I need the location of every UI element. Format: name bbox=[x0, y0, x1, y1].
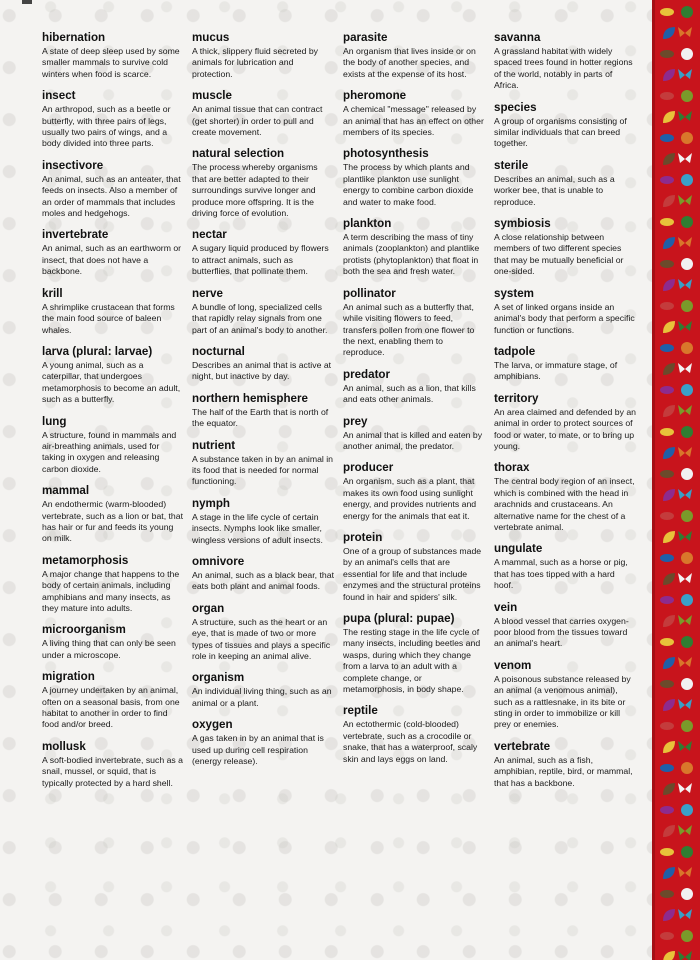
animal-icon bbox=[677, 529, 693, 545]
animal-icon bbox=[659, 46, 675, 62]
glossary-entry bbox=[42, 484, 184, 545]
glossary-entry bbox=[192, 439, 334, 488]
glossary-entry bbox=[494, 287, 636, 336]
animal-icon bbox=[677, 865, 693, 881]
glossary-term: mollusk bbox=[42, 739, 86, 753]
glossary-term: plankton bbox=[343, 217, 392, 231]
animal-icon bbox=[659, 256, 675, 272]
glossary-term: microorganism bbox=[42, 623, 126, 637]
animal-icon bbox=[677, 823, 693, 839]
animal-icon bbox=[661, 613, 677, 629]
glossary-term: photosynthesis bbox=[343, 147, 429, 161]
glossary-definition: An animal, such as an earthworm or insect, that does not have a backbone. bbox=[42, 243, 182, 277]
animal-icon bbox=[659, 88, 675, 104]
glossary-entry bbox=[494, 601, 636, 650]
glossary-entry bbox=[192, 147, 334, 219]
glossary-entry bbox=[42, 159, 184, 220]
glossary-definition: Describes an animal, such as a worker bee, that is unable to reproduce. bbox=[494, 173, 615, 207]
glossary-entry bbox=[42, 89, 184, 150]
glossary-term: migration bbox=[42, 670, 95, 684]
animal-icon bbox=[677, 25, 693, 41]
animal-icon bbox=[679, 466, 695, 482]
animal-icon bbox=[659, 466, 675, 482]
glossary bbox=[42, 31, 642, 951]
animal-icon bbox=[677, 949, 693, 960]
animal-icon bbox=[677, 361, 693, 377]
glossary-definition: The central body region of an insect, which is combined with the head in arachnids and crustaceans. An alternative name for the chest of a vertebrate animal. bbox=[494, 476, 635, 532]
glossary-entry bbox=[494, 542, 636, 591]
animal-icon bbox=[661, 403, 677, 419]
animal-icon bbox=[679, 592, 695, 608]
animal-icon bbox=[661, 865, 677, 881]
glossary-entry bbox=[494, 159, 636, 208]
glossary-entry bbox=[343, 287, 485, 359]
glossary-definition: A grassland habitat with widely spaced trees found in hotter regions of the world, notably in parts of Africa. bbox=[494, 46, 633, 91]
glossary-definition: A stage in the life cycle of certain insects. Nymphs look like smaller, wingless versions of adult insects. bbox=[192, 511, 323, 545]
glossary-term: territory bbox=[494, 391, 539, 405]
glossary-term: oxygen bbox=[192, 718, 233, 732]
animal-icon bbox=[679, 760, 695, 776]
animal-icon bbox=[661, 445, 677, 461]
glossary-definition: The larva, or immature stage, of amphibians. bbox=[494, 359, 618, 382]
glossary-entry bbox=[192, 555, 334, 593]
glossary-entry bbox=[494, 461, 636, 533]
glossary-entry bbox=[494, 392, 636, 453]
glossary-entry bbox=[343, 612, 485, 695]
animal-icon bbox=[661, 235, 677, 251]
animal-icon bbox=[659, 550, 675, 566]
glossary-definition: One of a group of substances made by an animal's cells that are essential for life and that include enzymes and the structural proteins found in hair and spiders' silk. bbox=[343, 545, 482, 602]
glossary-entry bbox=[42, 670, 184, 731]
strip-edge bbox=[652, 0, 655, 960]
glossary-definition: A substance taken in by an animal in its food that is needed for normal functioning. bbox=[192, 453, 334, 487]
animal-icon bbox=[677, 697, 693, 713]
glossary-entry bbox=[343, 461, 485, 522]
animal-icon bbox=[679, 928, 695, 944]
glossary-entry bbox=[494, 217, 636, 278]
glossary-entry bbox=[192, 228, 334, 277]
glossary-term: insectivore bbox=[42, 158, 104, 172]
animal-icon bbox=[679, 4, 695, 20]
glossary-term: predator bbox=[343, 367, 391, 381]
animal-icon bbox=[661, 361, 677, 377]
corner-mark bbox=[22, 0, 32, 4]
animal-icon bbox=[659, 718, 675, 734]
glossary-entry bbox=[343, 31, 485, 80]
animal-icon bbox=[659, 130, 675, 146]
glossary-entry bbox=[42, 345, 184, 406]
glossary-entry bbox=[494, 101, 636, 150]
glossary-term: krill bbox=[42, 286, 63, 300]
glossary-definition: A structure, found in mammals and air-breathing animals, used for taking in oxygen and releasing carbon dioxide. bbox=[42, 429, 177, 474]
glossary-term: ungulate bbox=[494, 542, 543, 556]
glossary-term: pupa (plural: pupae) bbox=[343, 612, 455, 625]
glossary-definition: A thick, slippery fluid secreted by animals for lubrication and protection. bbox=[192, 46, 319, 79]
glossary-term: producer bbox=[343, 461, 394, 475]
animal-icon bbox=[679, 676, 695, 692]
glossary-term: system bbox=[494, 286, 534, 300]
glossary-entry bbox=[42, 228, 184, 277]
glossary-term: savanna bbox=[494, 31, 541, 44]
animal-icon bbox=[661, 739, 677, 755]
glossary-definition: An organism that lives inside or on the body of another species, and exists at the expense of its host. bbox=[343, 46, 476, 79]
glossary-term: metamorphosis bbox=[42, 553, 129, 567]
glossary-definition: A poisonous substance released by an animal (a venomous animal), such as a rattlesnake, in its bite or sting in order to immobilize or kill prey or enemies. bbox=[494, 673, 631, 730]
animal-icon bbox=[659, 172, 675, 188]
animal-icon bbox=[661, 25, 677, 41]
animal-icon bbox=[661, 697, 677, 713]
animal-icon bbox=[679, 46, 695, 62]
glossary-term: protein bbox=[343, 530, 383, 544]
glossary-definition: A close relationship between members of two different species that may be mutually beneficial or one-sided. bbox=[494, 232, 624, 277]
animal-icon bbox=[661, 823, 677, 839]
glossary-definition: An area claimed and defended by an animal in order to protect sources of food or water, to mate, or to bring up young. bbox=[494, 406, 636, 451]
glossary-entry bbox=[42, 287, 184, 336]
glossary-term: symbiosis bbox=[494, 217, 551, 231]
glossary-definition: A blood vessel that carries oxygen-poor blood from the tissues toward an animal's heart. bbox=[494, 615, 629, 649]
glossary-definition: A young animal, such as a caterpillar, that undergoes metamorphosis to become an adult, such as a butterfly. bbox=[42, 359, 181, 405]
animal-icon bbox=[679, 382, 695, 398]
glossary-definition: Describes an animal that is active at night, but inactive by day. bbox=[192, 359, 332, 382]
glossary-definition: A gas taken in by an animal that is used up during cell respiration (energy release). bbox=[192, 733, 324, 767]
glossary-definition: A mammal, such as a horse or pig, that has toes tipped with a hard hoof. bbox=[494, 557, 628, 591]
animal-icon bbox=[661, 907, 677, 923]
glossary-column-2 bbox=[192, 31, 334, 776]
glossary-definition: A chemical "message" released by an animal that has an effect on other members of its species. bbox=[343, 104, 484, 138]
glossary-definition: An animal, such as a black bear, that eats both plant and animal foods. bbox=[192, 569, 334, 592]
animal-icon bbox=[679, 844, 695, 860]
glossary-term: natural selection bbox=[192, 147, 285, 161]
glossary-term: nectar bbox=[192, 228, 227, 242]
animal-icon bbox=[659, 844, 675, 860]
glossary-entry bbox=[494, 31, 636, 92]
glossary-definition: An endothermic (warm-blooded) vertebrate, such as a lion or bat, that has hair or fur and feeds its young on milk. bbox=[42, 499, 184, 544]
glossary-term: lung bbox=[42, 414, 67, 428]
glossary-entry bbox=[343, 415, 485, 453]
animal-icon bbox=[661, 109, 677, 125]
animal-icon bbox=[661, 529, 677, 545]
animal-icon bbox=[661, 193, 677, 209]
glossary-definition: An ectothermic (cold-blooded) vertebrate, such as a crocodile or snake, that has a waterproof, scaly skin and lays eggs on land. bbox=[343, 719, 478, 764]
glossary-term: species bbox=[494, 100, 537, 114]
glossary-definition: An animal, such as a lion, that kills and eats other animals. bbox=[343, 382, 476, 405]
animal-icon bbox=[677, 613, 693, 629]
glossary-entry bbox=[192, 602, 334, 663]
glossary-definition: An animal such as a butterfly that, while visiting flowers to feed, transfers pollen from one flower to the next, enabling them to reproduce. bbox=[343, 301, 475, 358]
animal-icon bbox=[659, 4, 675, 20]
glossary-definition: A shrimplike crustacean that forms the main food source of baleen whales. bbox=[42, 301, 175, 335]
animal-icon bbox=[659, 382, 675, 398]
glossary-definition: An organism, such as a plant, that makes its own food using sunlight energy, and provides nutrients and energy for the animals that eat it. bbox=[343, 476, 477, 521]
glossary-term: larva (plural: larvae) bbox=[42, 344, 153, 358]
animal-icon bbox=[677, 655, 693, 671]
glossary-term: nutrient bbox=[192, 438, 236, 452]
glossary-term: nerve bbox=[192, 286, 223, 300]
animal-icon bbox=[677, 571, 693, 587]
animal-icon bbox=[679, 550, 695, 566]
glossary-entry bbox=[494, 740, 636, 789]
animal-icon bbox=[659, 886, 675, 902]
animal-icon bbox=[677, 445, 693, 461]
animal-icon bbox=[661, 487, 677, 503]
animal-icon bbox=[659, 760, 675, 776]
glossary-definition: A journey undertaken by an animal, often on a seasonal basis, from one habitat to another in order to find food and/or breed. bbox=[42, 685, 180, 730]
glossary-definition: A state of deep sleep used by some smaller mammals to survive cold winters when food is scarce. bbox=[42, 46, 180, 79]
glossary-definition: A bundle of long, specialized cells that rapidly relay signals from one part of an animal's body to another. bbox=[192, 301, 328, 335]
glossary-entry bbox=[192, 31, 334, 80]
glossary-column-4 bbox=[494, 31, 636, 798]
animal-icon bbox=[679, 172, 695, 188]
glossary-term: omnivore bbox=[192, 554, 245, 568]
animal-icon bbox=[679, 256, 695, 272]
animal-icon bbox=[661, 151, 677, 167]
glossary-definition: A sugary liquid produced by flowers to attract animals, such as butterflies, that pollinate them. bbox=[192, 243, 329, 277]
glossary-term: mammal bbox=[42, 484, 90, 498]
glossary-definition: A set of linked organs inside an animal's body that perform a specific function or functions. bbox=[494, 301, 635, 335]
glossary-definition: An individual living thing, such as an animal or a plant. bbox=[192, 686, 332, 708]
glossary-term: vein bbox=[494, 600, 518, 614]
animal-icon bbox=[679, 634, 695, 650]
animal-icon bbox=[677, 193, 693, 209]
animal-icon bbox=[679, 214, 695, 230]
glossary-term: northern hemisphere bbox=[192, 391, 308, 405]
animal-icon bbox=[677, 67, 693, 83]
glossary-definition: A living thing that can only be seen under a microscope. bbox=[42, 638, 176, 660]
glossary-definition: An animal, such as a fish, amphibian, reptile, bird, or mammal, that has a backbone. bbox=[494, 754, 633, 788]
glossary-entry bbox=[343, 368, 485, 406]
glossary-term: mucus bbox=[192, 31, 230, 44]
animal-icon bbox=[659, 928, 675, 944]
animal-icon bbox=[679, 886, 695, 902]
animal-icon bbox=[679, 340, 695, 356]
glossary-term: prey bbox=[343, 414, 368, 428]
animal-icon bbox=[677, 109, 693, 125]
glossary-definition: A structure, such as the heart or an eye, that is made of two or more types of tissues and plays a specific role in keeping an animal alive. bbox=[192, 616, 331, 661]
glossary-term: muscle bbox=[192, 89, 232, 103]
animal-icon bbox=[677, 277, 693, 293]
animal-icon bbox=[661, 949, 677, 960]
glossary-entry bbox=[192, 89, 334, 138]
animal-icon bbox=[679, 508, 695, 524]
animal-icon bbox=[677, 781, 693, 797]
animal-icon bbox=[661, 67, 677, 83]
glossary-entry bbox=[192, 287, 334, 336]
glossary-entry bbox=[494, 345, 636, 383]
glossary-entry bbox=[42, 740, 184, 789]
animal-icon bbox=[679, 424, 695, 440]
animal-image-strip bbox=[652, 0, 700, 960]
glossary-entry bbox=[192, 718, 334, 767]
glossary-entry bbox=[42, 31, 184, 80]
glossary-term: organism bbox=[192, 671, 245, 685]
glossary-term: hibernation bbox=[42, 31, 106, 44]
glossary-definition: An arthropod, such as a beetle or butterfly, with three pairs of legs, usually two pairs of wings, and a body divided into three parts. bbox=[42, 104, 171, 149]
glossary-term: pheromone bbox=[343, 89, 407, 103]
animal-icon bbox=[659, 340, 675, 356]
glossary-term: parasite bbox=[343, 31, 388, 44]
animal-icon bbox=[679, 88, 695, 104]
glossary-entry bbox=[192, 345, 334, 383]
animal-icon bbox=[677, 403, 693, 419]
animal-icon bbox=[679, 130, 695, 146]
animal-icon bbox=[659, 592, 675, 608]
glossary-term: insect bbox=[42, 89, 76, 103]
glossary-entry bbox=[343, 89, 485, 138]
animal-icon bbox=[659, 214, 675, 230]
glossary-entry bbox=[192, 671, 334, 709]
glossary-entry bbox=[343, 217, 485, 278]
glossary-term: venom bbox=[494, 658, 532, 672]
animal-icon bbox=[677, 319, 693, 335]
animal-icon bbox=[659, 634, 675, 650]
animal-icon bbox=[677, 151, 693, 167]
glossary-entry bbox=[192, 497, 334, 546]
glossary-entry bbox=[343, 531, 485, 603]
animal-icon bbox=[661, 781, 677, 797]
glossary-column-3 bbox=[343, 31, 485, 774]
animal-icon bbox=[659, 508, 675, 524]
animal-icon bbox=[661, 319, 677, 335]
glossary-term: pollinator bbox=[343, 286, 396, 300]
glossary-definition: A group of organisms consisting of similar individuals that can breed together. bbox=[494, 115, 627, 149]
glossary-term: tadpole bbox=[494, 344, 536, 358]
animal-icon bbox=[679, 298, 695, 314]
glossary-entry bbox=[42, 415, 184, 476]
glossary-column-1 bbox=[42, 31, 184, 798]
animal-icon bbox=[659, 424, 675, 440]
glossary-term: thorax bbox=[494, 461, 530, 475]
animal-icon bbox=[659, 298, 675, 314]
glossary-term: vertebrate bbox=[494, 739, 551, 753]
glossary-term: sterile bbox=[494, 158, 529, 172]
animal-icon bbox=[677, 235, 693, 251]
animal-icon bbox=[677, 907, 693, 923]
animal-icon bbox=[661, 277, 677, 293]
animal-icon bbox=[677, 487, 693, 503]
animal-icon bbox=[661, 571, 677, 587]
glossary-entry bbox=[494, 659, 636, 731]
glossary-entry bbox=[42, 623, 184, 661]
glossary-definition: A term describing the mass of tiny animals (zooplankton) and plantlike protists (phytoplankton) that float in both the sea and fresh water. bbox=[343, 232, 480, 277]
glossary-definition: The half of the Earth that is north of the equator. bbox=[192, 406, 329, 429]
animal-icon bbox=[659, 802, 675, 818]
glossary-definition: A soft-bodied invertebrate, such as a snail, mussel, or squid, that is typically protected by a hard shell. bbox=[42, 754, 184, 788]
glossary-term: organ bbox=[192, 601, 225, 615]
glossary-definition: The resting stage in the life cycle of many insects, including beetles and wasps, during which they change from a larva to an adult with a complete change, or metamorphosis, in body shape. bbox=[343, 627, 481, 695]
glossary-entry bbox=[42, 554, 184, 615]
glossary-term: nymph bbox=[192, 496, 231, 510]
glossary-entry bbox=[343, 704, 485, 765]
animal-icon bbox=[659, 676, 675, 692]
glossary-definition: An animal tissue that can contract (get shorter) in order to pull and create movement. bbox=[192, 104, 323, 138]
glossary-entry bbox=[192, 392, 334, 430]
glossary-definition: The process whereby organisms that are better adapted to their surroundings survive longer and produce more offspring. It is the driving force of evolution. bbox=[192, 162, 318, 219]
glossary-term: invertebrate bbox=[42, 228, 109, 242]
glossary-term: nocturnal bbox=[192, 344, 245, 358]
animal-icon bbox=[679, 802, 695, 818]
glossary-definition: The process by which plants and plantlike plankton use sunlight energy to combine carbon dioxide and water to make food. bbox=[343, 162, 474, 207]
animal-icon bbox=[677, 739, 693, 755]
glossary-definition: A major change that happens to the body of certain animals, including amphibians and many insects, as they mature into adults. bbox=[42, 568, 180, 613]
glossary-term: reptile bbox=[343, 704, 378, 718]
glossary-entry bbox=[343, 147, 485, 208]
glossary-definition: An animal that is killed and eaten by another animal, the predator. bbox=[343, 429, 483, 451]
animal-icon bbox=[661, 655, 677, 671]
glossary-definition: An animal, such as an anteater, that feeds on insects. Also a member of an order of mammals that includes moles and hedgehogs. bbox=[42, 173, 181, 219]
animal-icon bbox=[679, 718, 695, 734]
